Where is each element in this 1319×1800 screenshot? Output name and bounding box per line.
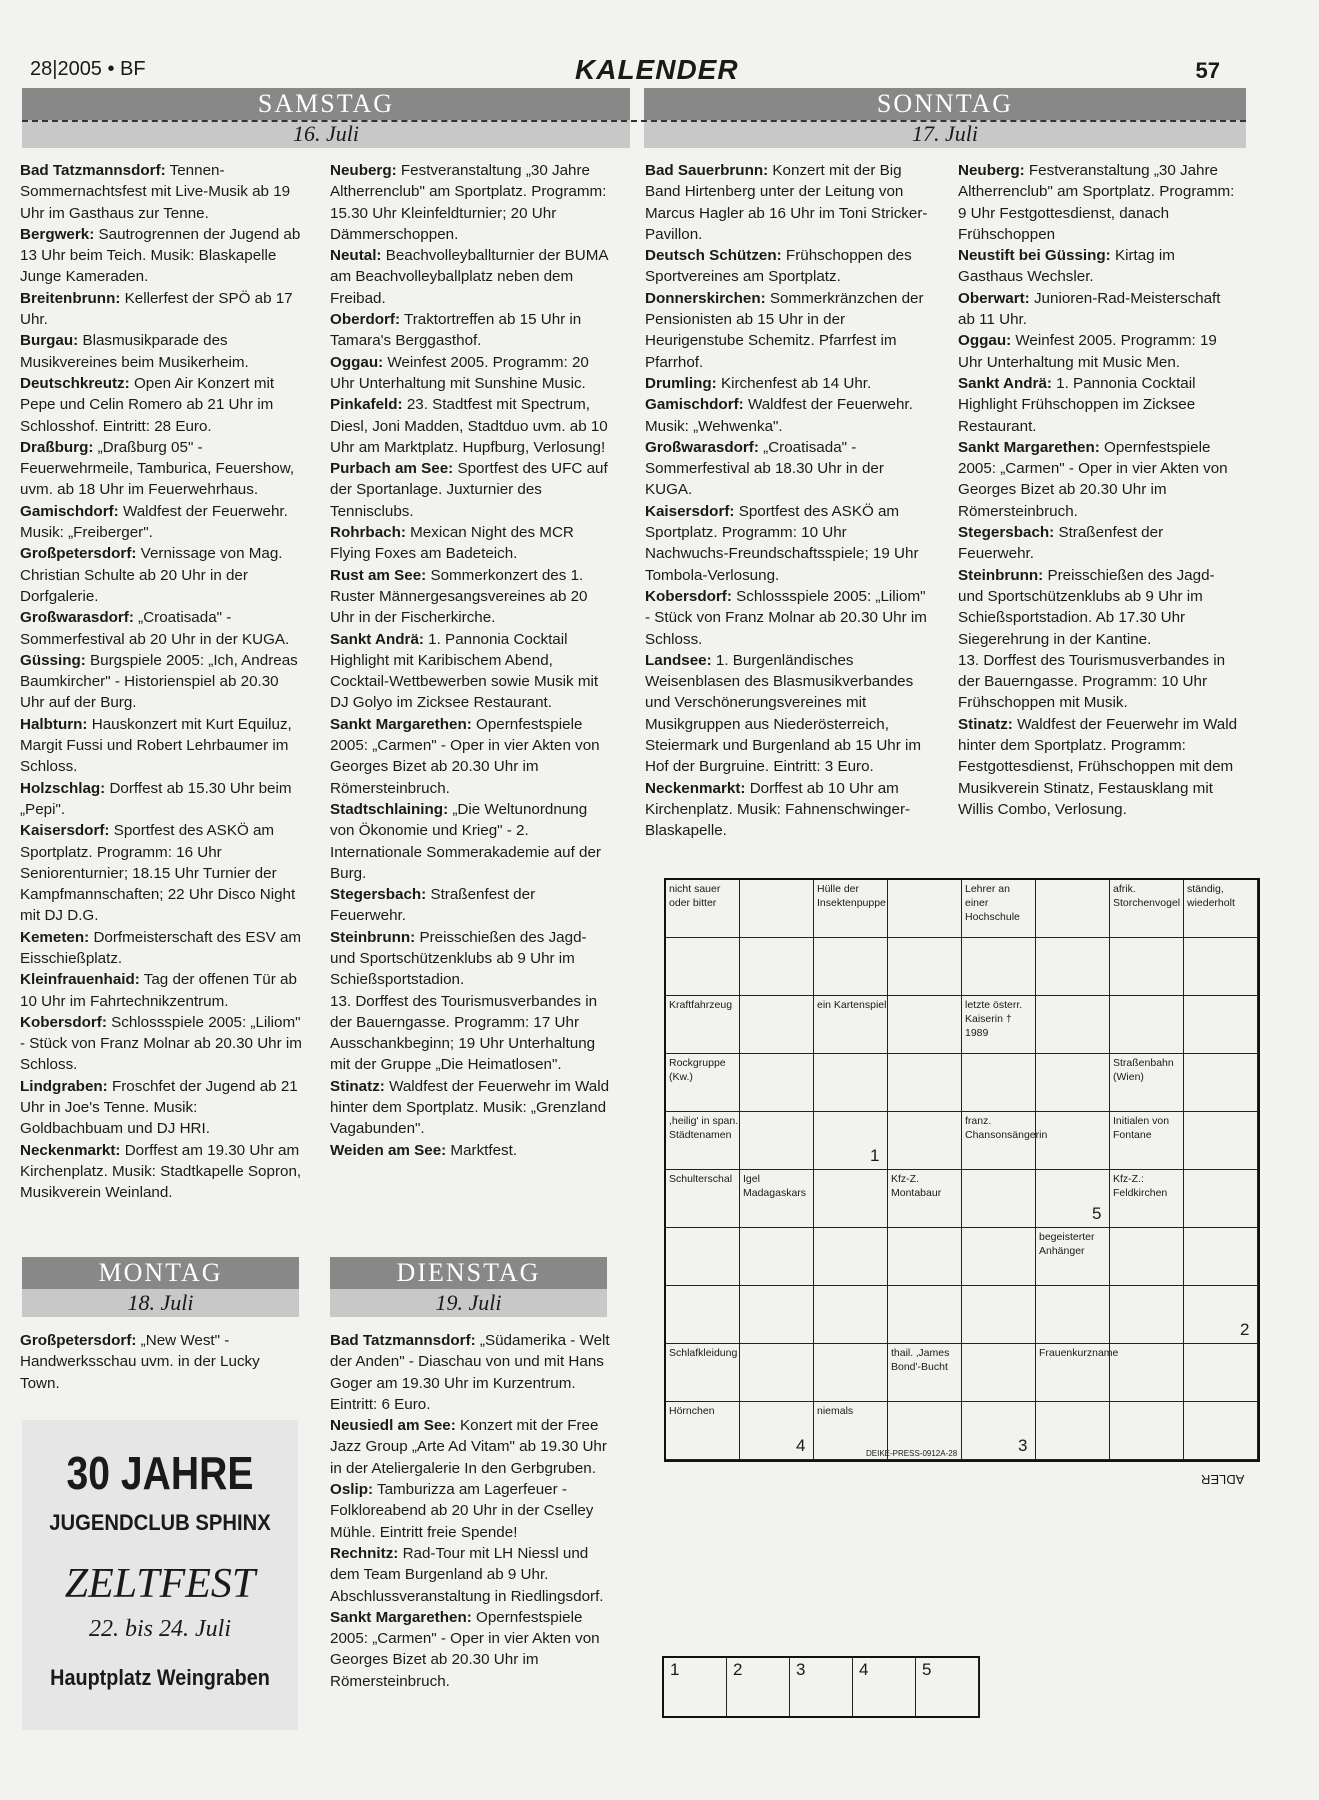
event-entry: [20, 437, 303, 501]
event-entry: [330, 714, 613, 799]
crossword-clue: niemals: [817, 1405, 854, 1417]
cell-number: 1: [870, 1146, 880, 1165]
event-place: Weiden am See:: [330, 1141, 447, 1159]
crossword-clue: ,heilig' in span. Städtenamen: [669, 1115, 739, 1141]
event-entry: [330, 927, 613, 991]
solution-box[interactable]: 3: [790, 1658, 853, 1716]
event-place: Pinkafeld:: [330, 396, 403, 414]
event-place: Rohrbach:: [330, 524, 406, 542]
event-place: Purbach am See:: [330, 460, 454, 478]
event-entry: [958, 565, 1241, 650]
date-band-sunday: 17. Juli: [644, 120, 1246, 148]
grid-cell[interactable]: [1110, 1344, 1184, 1402]
event-text: Schlossspiele 2005: „Liliom" - Stück von Franz Molnar ab 20.30 Uhr im Schloss.: [20, 1013, 302, 1074]
grid-cell[interactable]: [740, 938, 814, 996]
section-title: KALENDER: [575, 54, 739, 85]
event-entry: [645, 245, 928, 288]
grid-cell[interactable]: [1036, 1054, 1110, 1112]
event-text: Sportfest des ASKÖ am Sportplatz. Programm: 16 Uhr Seniorenturnier; 18.15 Uhr Turnier der Kampfmannschaften; 22 Uhr Disco Night mit DJ D.G.: [20, 822, 296, 925]
event-place: Großwarasdorf:: [645, 438, 759, 456]
crossword-clue: Hülle der Insektenpuppe: [817, 883, 886, 909]
grid-cell[interactable]: [1184, 1054, 1258, 1112]
event-entry: [645, 778, 928, 842]
grid-cell[interactable]: [740, 1112, 814, 1170]
grid-cell[interactable]: [1184, 938, 1258, 996]
event-entry: [20, 1140, 303, 1204]
day-band-tuesday: DIENSTAG: [330, 1257, 607, 1289]
event-text: Frühschoppen des Sportvereines am Sportplatz.: [645, 247, 912, 286]
event-place: Kemeten:: [20, 928, 90, 946]
grid-cell[interactable]: [814, 1170, 888, 1228]
grid-cell[interactable]: [740, 1344, 814, 1402]
event-text: Waldfest der Feuerwehr. Musik: „Freiberger".: [20, 502, 288, 542]
event-text: Weinfest 2005. Programm: 20 Uhr Unterhaltung mit Sunshine Music.: [330, 353, 589, 392]
crossword-clue: Frauenkurzname: [1039, 1347, 1119, 1359]
event-entry: [330, 522, 613, 565]
event-text: „Die Weltunordnung von Ökonomie und Krieg" - 2. Internationale Sommerakademie auf der Burg.: [330, 800, 601, 882]
grid-cell[interactable]: [1036, 1112, 1110, 1170]
crossword-clue: Straßenbahn (Wien): [1113, 1057, 1174, 1083]
crossword-clue: Hörnchen: [669, 1405, 715, 1417]
event-place: Bad Tatzmannsdorf:: [20, 162, 166, 179]
event-text: Schlossspiele 2005: „Liliom" - Stück von Franz Molnar ab 20.30 Uhr im Schloss.: [645, 587, 927, 648]
event-place: Kobersdorf:: [20, 1013, 107, 1031]
grid-cell[interactable]: [962, 1054, 1036, 1112]
crossword-clue: ständig, wiederholt: [1187, 883, 1235, 909]
event-entry: [330, 458, 613, 522]
solution-title: ADLER: [1200, 1472, 1244, 1487]
event-entry: [958, 160, 1241, 245]
event-text: Festveranstaltung „30 Jahre Altherrenclub" am Sportplatz. Programm: 15.30 Uhr Kleinfeldturnier; 20 Uhr Dämmerschoppen.: [330, 162, 607, 243]
event-entry: [330, 884, 613, 927]
cell-number: 5: [1092, 1204, 1102, 1223]
event-place: Steinbrunn:: [958, 566, 1044, 584]
event-place: Bad Tatzmannsdorf:: [330, 1332, 476, 1349]
event-place: Sankt Margarethen:: [330, 1608, 472, 1626]
event-entry: [330, 1607, 613, 1692]
event-text: 1. Pannonia Cocktail Highlight Frühschoppen im Zicksee Restaurant.: [958, 374, 1196, 435]
date-band-monday: 18. Juli: [22, 1289, 299, 1317]
event-place: Gamischdorf:: [20, 502, 119, 520]
grid-cell[interactable]: [814, 1228, 888, 1286]
event-text: Dorffest ab 15.30 Uhr beim „Pepi".: [20, 779, 292, 818]
event-entry: [20, 714, 303, 778]
event-place: Oberwart:: [958, 289, 1030, 307]
event-place: Draßburg:: [20, 438, 94, 456]
event-text: Dorfmeisterschaft des ESV am Eisschießplatz.: [20, 928, 302, 967]
event-text: Burgspiele 2005: „Ich, Andreas Baumkircher" - Historienspiel ab 20.30 Uhr auf der Burg.: [20, 651, 298, 712]
event-text: „New West" - Handwerksschau uvm. in der Lucky Town.: [20, 1332, 260, 1392]
event-entry: [20, 927, 303, 970]
crossword-clue: franz. Chansonsängerin: [965, 1115, 1048, 1141]
grid-cell[interactable]: [962, 1344, 1036, 1402]
event-text: 1. Burgenländisches Weisenblasen des Blasmusikverbandes und Verschönerungsvereines mit Musikgruppen aus Niederösterreich, Steiermark und Burgenland ab 15 Uhr im Hof der Burgruine. Eintritt: 3 Euro.: [645, 651, 922, 776]
event-place: Drumling:: [645, 374, 717, 392]
event-entry: [330, 1479, 613, 1543]
cell-number: 2: [1240, 1320, 1250, 1339]
event-entry: [20, 607, 303, 650]
grid-cell[interactable]: [1036, 880, 1110, 938]
issue-label: 28|2005 • BF: [30, 58, 146, 80]
ad-club: JUGENDCLUB SPHINX: [49, 1510, 271, 1535]
event-entry: [330, 1140, 613, 1161]
event-place: Sankt Andrä:: [958, 374, 1052, 392]
page-header: [20, 54, 1240, 84]
event-entry: [330, 352, 613, 395]
crossword-clue: Igel Madagaskars: [743, 1173, 807, 1199]
event-entry: [20, 969, 303, 1012]
event-place: Deutsch Schützen:: [645, 247, 782, 265]
event-place: Gamischdorf:: [645, 396, 744, 414]
event-text: Hauskonzert mit Kurt Equiluz, Margit Fussi und Robert Lehrbaumer im Schloss.: [20, 715, 292, 776]
solution-box[interactable]: 5: [916, 1658, 979, 1716]
grid-cell[interactable]: [1036, 1402, 1110, 1460]
event-place: Neckenmarkt:: [645, 779, 746, 797]
event-place: Stinatz:: [958, 715, 1013, 733]
event-entry: [330, 1543, 613, 1607]
event-text: Dorffest ab 10 Uhr am Kirchenplatz. Musik: Fahnenschwinger-Blaskapelle.: [645, 779, 911, 840]
event-place: Stegersbach:: [330, 886, 427, 904]
event-entry: [645, 437, 928, 501]
grid-cell[interactable]: [1110, 1286, 1184, 1344]
crossword-clue: Initialen von Fontane: [1113, 1115, 1170, 1141]
event-place: Deutschkreutz:: [20, 374, 130, 392]
event-text: Opernfestspiele 2005: „Carmen" - Oper in vier Akten von Georges Bizet ab 20.30 Uhr im Römersteinbruch.: [958, 438, 1228, 520]
event-text: Rad-Tour mit LH Niessl und dem Team Burgenland ab 9 Uhr. Abschlussveranstaltung in Riedlingsdorf.: [330, 1544, 604, 1605]
event-text: Kirtag im Gasthaus Wechsler.: [958, 247, 1175, 286]
event-place: Neusiedl am See:: [330, 1417, 456, 1435]
event-place: Oslip:: [330, 1481, 374, 1499]
event-text: Straßenfest der Feuerwehr.: [958, 524, 1164, 563]
event-entry: [330, 799, 613, 884]
event-text: Waldfest der Feuerwehr im Wald hinter dem Sportplatz. Musik: „Grenzland Vagabunden".: [330, 1077, 610, 1138]
event-place: Oggau:: [330, 353, 384, 371]
event-place: Oggau:: [958, 332, 1012, 350]
event-entry: [20, 288, 303, 331]
event-entry: [645, 373, 928, 394]
ad-dates: 22. bis 24. Juli: [89, 1616, 231, 1642]
sunday-column-1: [645, 160, 928, 842]
grid-cell[interactable]: [888, 1228, 962, 1286]
event-text: Konzert mit der Big Band Hirtenberg unter der Leitung von Marcus Hagler ab 16 Uhr im Toni Stricker-Pavillon.: [645, 162, 928, 243]
event-place: Burgau:: [20, 332, 79, 350]
page-number: 57: [1195, 58, 1220, 83]
grid-cell[interactable]: [1110, 1402, 1184, 1460]
event-text: Kellerfest der SPÖ ab 17 Uhr.: [20, 289, 293, 329]
event-text: „Croatisada" - Sommerfestival ab 20 Uhr in der KUGA.: [20, 609, 290, 648]
event-entry: [645, 586, 928, 650]
sunday-column-2: [958, 160, 1241, 820]
event-text: Weinfest 2005. Programm: 19 Uhr Unterhaltung mit Music Men.: [958, 332, 1217, 371]
event-text: 23. Stadtfest mit Spectrum, Diesl, Joni Madden, Stadtduo uvm. ab 10 Uhr am Marktplatz. Hupfburg, Verlosung!: [330, 396, 608, 456]
event-place: Rust am See:: [330, 566, 427, 584]
event-place: Neckenmarkt:: [20, 1141, 121, 1159]
event-place: Kaisersdorf:: [20, 822, 110, 840]
grid-cell[interactable]: [888, 996, 962, 1054]
event-text: Blasmusikparade des Musikvereines beim Musikerheim.: [20, 332, 249, 371]
event-place: Holzschlag:: [20, 779, 106, 797]
event-entry: [958, 373, 1241, 437]
cell-number: 4: [796, 1436, 806, 1455]
event-entry: [330, 160, 613, 245]
event-entry: [330, 309, 613, 352]
grid-cell[interactable]: [1036, 1286, 1110, 1344]
grid-cell[interactable]: [666, 938, 740, 996]
crossword-clue: afrik. Storchenvogel: [1113, 883, 1181, 909]
event-entry: [958, 245, 1241, 288]
event-entry: [958, 288, 1241, 331]
solution-row: [662, 1656, 980, 1718]
event-place: Oberdorf:: [330, 311, 401, 329]
grid-cell[interactable]: [740, 996, 814, 1054]
event-entry: [958, 714, 1241, 820]
grid-cell[interactable]: [962, 1228, 1036, 1286]
grid-cell[interactable]: [888, 1286, 962, 1344]
crossword-clue: ein Kartenspiel: [817, 999, 887, 1011]
event-text: Sommerkränzchen der Pensionisten ab 15 Uhr in der Heurigenstube Schemitz. Pfarrfest im Pfarrhof.: [645, 289, 924, 371]
grid-cell[interactable]: [666, 1286, 740, 1344]
event-text: „Südamerika - Welt der Anden" - Diaschau von und mit Hans Goger am 19.30 Uhr im Kurzentrum. Eintritt: 6 Euro.: [330, 1332, 610, 1413]
event-text: Preisschießen des Jagd- und Sportschützenklubs ab 9 Uhr im Schießsportstadion. Ab 17.30 Uhr Siegerehrung in der Kantine.: [958, 566, 1215, 648]
event-entry: [330, 1415, 613, 1479]
event-entry: [958, 522, 1241, 565]
crossword-clue: Lehrer an einer Hochschule: [965, 883, 1020, 923]
event-text: 13. Dorffest des Tourismusverbandes in der Bauerngasse. Programm: 10 Uhr Frühschoppen mit Musik.: [958, 651, 1226, 712]
event-text: Waldfest der Feuerwehr im Wald hinter dem Sportplatz. Programm: Festgottesdienst, Frühschoppen mit dem Musikverein Stinatz, Festausklang mit Willis Combo, Verlosung.: [958, 715, 1238, 818]
event-text: 13. Dorffest des Tourismusverbandes in der Bauerngasse. Programm: 17 Uhr Ausschankbeginn; 19 Uhr Unterhaltung mit der Gruppe „Die Heimatlosen".: [330, 992, 598, 1074]
event-text: Opernfestspiele 2005: „Carmen" - Oper in vier Akten von Georges Bizet ab 20.30 Uhr im Römersteinbruch.: [330, 1608, 600, 1690]
event-entry: [20, 778, 303, 821]
crossword-clue: letzte österr. Kaiserin † 1989: [965, 999, 1023, 1039]
event-text: Konzert mit der Free Jazz Group „Arte Ad Vitam" ab 19.30 Uhr in der Ateliergalerie In den Gerbgruben.: [330, 1417, 607, 1477]
event-place: Bergwerk:: [20, 225, 95, 243]
event-place: Großwarasdorf:: [20, 609, 134, 627]
grid-cell[interactable]: [740, 880, 814, 938]
crossword-clue: begeisterter Anhänger: [1039, 1231, 1095, 1257]
event-text: Festveranstaltung „30 Jahre Altherrenclub" am Sportplatz. Programm: 9 Uhr Festgottesdienst, danach Frühschoppen: [958, 162, 1235, 243]
event-entry: [20, 330, 303, 373]
crossword-clue: Schulterschal: [669, 1173, 733, 1185]
cell-number: 3: [1018, 1436, 1028, 1455]
event-place: Kobersdorf:: [645, 587, 732, 605]
event-entry: [645, 288, 928, 373]
day-band-saturday: SAMSTAG: [22, 88, 630, 120]
grid-cell[interactable]: [1036, 938, 1110, 996]
event-entry: [20, 1076, 303, 1140]
event-text: Kirchenfest ab 14 Uhr.: [716, 374, 872, 392]
saturday-column-2: [330, 160, 613, 1161]
event-text: Junioren-Rad-Meisterschaft ab 11 Uhr.: [958, 289, 1221, 329]
event-entry: [958, 650, 1241, 714]
grid-cell[interactable]: [962, 938, 1036, 996]
event-place: Lindgraben:: [20, 1077, 108, 1095]
event-entry: [20, 224, 303, 288]
date-band-saturday: 16. Juli: [22, 120, 630, 148]
grid-cell[interactable]: [962, 1286, 1036, 1344]
puzzle-credit: DEIKE-PRESS-0912A-28: [866, 1449, 958, 1458]
event-text: „Draßburg 05" - Feuerwehrmeile, Tamburica, Feuershow, uvm. ab 18 Uhr im Feuerwehrhaus.: [20, 438, 295, 499]
event-text: Mexican Night des MCR Flying Foxes am Badeteich.: [330, 524, 574, 563]
tuesday-column: [330, 1330, 613, 1692]
zeltfest-ad: [22, 1420, 298, 1730]
event-text: Dorffest am 19.30 Uhr am Kirchenplatz. Musik: Stadtkapelle Sopron, Musikverein Weinland.: [20, 1141, 302, 1202]
solution-box[interactable]: 1: [664, 1658, 727, 1716]
event-entry: [645, 160, 928, 245]
crossword-clue: Kfz-Z.: Feldkirchen: [1113, 1173, 1168, 1199]
ad-event: ZELTFEST: [64, 1561, 256, 1607]
crossword-clue: thail. ‚James Bond'-Bucht: [891, 1347, 950, 1373]
crossword-clue: Kfz-Z. Montabaur: [891, 1173, 942, 1199]
solution-box[interactable]: 2: [727, 1658, 790, 1716]
event-place: Neustift bei Güssing:: [958, 247, 1111, 265]
grid-cell[interactable]: [814, 1054, 888, 1112]
event-text: Preisschießen des Jagd- und Sportschützenklubs ab 9 Uhr im Schießsportstadion.: [330, 928, 587, 989]
grid-cell[interactable]: [1184, 1170, 1258, 1228]
event-place: Halbturn:: [20, 715, 88, 733]
event-text: Sportfest des UFC auf der Sportanlage. Juxturnier des Tennisclubs.: [330, 460, 608, 520]
event-text: „Croatisada" - Sommerfestival ab 18.30 Uhr in der KUGA.: [645, 438, 884, 499]
crossword-clue: Kraftfahrzeug: [669, 999, 733, 1011]
event-place: Sankt Andrä:: [330, 630, 424, 648]
event-entry: [645, 501, 928, 586]
divider: [22, 120, 1246, 122]
crossword-clue: Rockgruppe (Kw.): [669, 1057, 726, 1083]
grid-cell[interactable]: [1184, 1112, 1258, 1170]
solution-box[interactable]: 4: [853, 1658, 916, 1716]
event-place: Großpetersdorf:: [20, 545, 137, 563]
event-place: Sankt Margarethen:: [958, 438, 1100, 456]
event-entry: [20, 1330, 300, 1394]
event-place: Neutal:: [330, 247, 382, 265]
grid-cell[interactable]: [1184, 1402, 1258, 1460]
monday-column: [20, 1330, 300, 1394]
grid-cell[interactable]: [814, 1344, 888, 1402]
grid-cell[interactable]: [1110, 996, 1184, 1054]
event-text: Tennen-Sommernachtsfest mit Live-Musik ab 19 Uhr im Gasthaus zur Tenne.: [20, 162, 291, 222]
event-text: Traktortreffen ab 15 Uhr in Tamara's Berggasthof.: [330, 311, 582, 350]
event-text: Marktfest.: [446, 1141, 518, 1159]
event-entry: [330, 245, 613, 309]
event-place: Rechnitz:: [330, 1544, 399, 1562]
grid-cell[interactable]: [1184, 1228, 1258, 1286]
event-place: Stinatz:: [330, 1077, 385, 1095]
crossword-clue: nicht sauer oder bitter: [669, 883, 721, 909]
event-entry: [330, 565, 613, 629]
event-text: Opernfestspiele 2005: „Carmen" - Oper in vier Akten von Georges Bizet ab 20.30 Uhr im Römersteinbruch.: [330, 715, 600, 797]
event-entry: [330, 1330, 613, 1415]
event-place: Großpetersdorf:: [20, 1332, 137, 1349]
grid-cell[interactable]: [962, 1170, 1036, 1228]
day-band-monday: MONTAG: [22, 1257, 299, 1289]
event-place: Steinbrunn:: [330, 928, 416, 946]
event-entry: [20, 501, 303, 544]
event-place: Bad Sauerbrunn:: [645, 162, 769, 179]
event-text: Sportfest des ASKÖ am Sportplatz. Programm: 10 Uhr Nachwuchs-Freundschaftsspiele; 19 Uhr Tombola-Verlosung.: [645, 502, 919, 584]
event-text: Tamburizza am Lagerfeuer - Folkloreabend ab 20 Uhr in der Cselley Mühle. Eintritt freie Spende!: [330, 1481, 594, 1541]
grid-cell[interactable]: [888, 1054, 962, 1112]
ad-headline: 30 JAHRE: [66, 1447, 254, 1499]
crossword-puzzle: [664, 878, 1260, 1487]
event-text: Sommerkonzert des 1. Ruster Männergesangsvereines ab 20 Uhr in der Fischerkirche.: [330, 566, 588, 627]
event-text: Straßenfest der Feuerwehr.: [330, 886, 536, 925]
grid-cell[interactable]: [1184, 996, 1258, 1054]
event-place: Landsee:: [645, 651, 712, 669]
event-place: Stadtschlaining:: [330, 800, 449, 818]
event-entry: [330, 1076, 613, 1140]
saturday-column-1: [20, 160, 303, 1204]
grid-cell[interactable]: [1036, 996, 1110, 1054]
crossword-clue: Schlafkleidung: [669, 1347, 738, 1359]
event-entry: [20, 543, 303, 607]
grid-cell[interactable]: [814, 938, 888, 996]
event-entry: [645, 394, 928, 437]
date-band-tuesday: 19. Juli: [330, 1289, 607, 1317]
event-entry: [645, 650, 928, 778]
event-place: Neuberg:: [330, 162, 397, 179]
event-place: Donnerskirchen:: [645, 289, 766, 307]
event-entry: [20, 373, 303, 437]
event-place: Breitenbrunn:: [20, 289, 121, 307]
grid-cell[interactable]: [814, 1286, 888, 1344]
event-place: Sankt Margarethen:: [330, 715, 472, 733]
event-entry: [330, 991, 613, 1076]
event-text: 1. Pannonia Cocktail Highlight mit Karibischem Abend, Cocktail-Wettbewerben sowie Musik mit DJ Golyo im Zicksee Restaurant.: [330, 630, 599, 712]
event-entry: [20, 1012, 303, 1076]
event-entry: [20, 160, 303, 224]
event-entry: [958, 437, 1241, 522]
event-place: Stegersbach:: [958, 524, 1055, 542]
event-entry: [20, 820, 303, 926]
event-text: Waldfest der Feuerwehr. Musik: „Wehwenka".: [645, 396, 913, 435]
grid-cell[interactable]: [740, 1228, 814, 1286]
grid-cell[interactable]: [1110, 1228, 1184, 1286]
event-entry: [330, 629, 613, 714]
grid-cell[interactable]: [666, 1228, 740, 1286]
grid-cell[interactable]: [888, 880, 962, 938]
event-place: Güssing:: [20, 651, 86, 669]
event-entry: [330, 394, 613, 458]
event-text: Beachvolleyballturnier der BUMA am Beachvolleyballplatz neben dem Freibad.: [330, 247, 608, 307]
grid-cell[interactable]: [1110, 938, 1184, 996]
grid-cell[interactable]: [888, 1112, 962, 1170]
event-text: Sautrogrennen der Jugend ab 13 Uhr beim Teich. Musik: Blaskapelle Junge Kameraden.: [20, 225, 301, 286]
event-text: Vernissage von Mag. Christian Schulte ab 20 Uhr in der Dorfgalerie.: [20, 545, 283, 605]
event-entry: [20, 650, 303, 714]
grid-cell[interactable]: [740, 1054, 814, 1112]
event-place: Kaisersdorf:: [645, 502, 735, 520]
day-band-sunday: SONNTAG: [644, 88, 1246, 120]
event-text: Tag der offenen Tür ab 10 Uhr im Fahrtechnikzentrum.: [20, 971, 297, 1010]
ad-location: Hauptplatz Weingraben: [50, 1665, 270, 1690]
grid-cell[interactable]: [1184, 1344, 1258, 1402]
event-text: Froschfet der Jugend ab 21 Uhr in Joe's Tenne. Musik: Goldbachbuam und DJ HRI.: [20, 1077, 298, 1138]
grid-cell[interactable]: [740, 1286, 814, 1344]
event-text: Open Air Konzert mit Pepe und Celin Romero ab 21 Uhr im Schlosshof. Eintritt: 28 Euro.: [20, 374, 275, 435]
event-place: Kleinfrauenhaid:: [20, 971, 140, 989]
event-place: Neuberg:: [958, 162, 1025, 179]
event-entry: [958, 330, 1241, 373]
grid-cell[interactable]: [888, 938, 962, 996]
